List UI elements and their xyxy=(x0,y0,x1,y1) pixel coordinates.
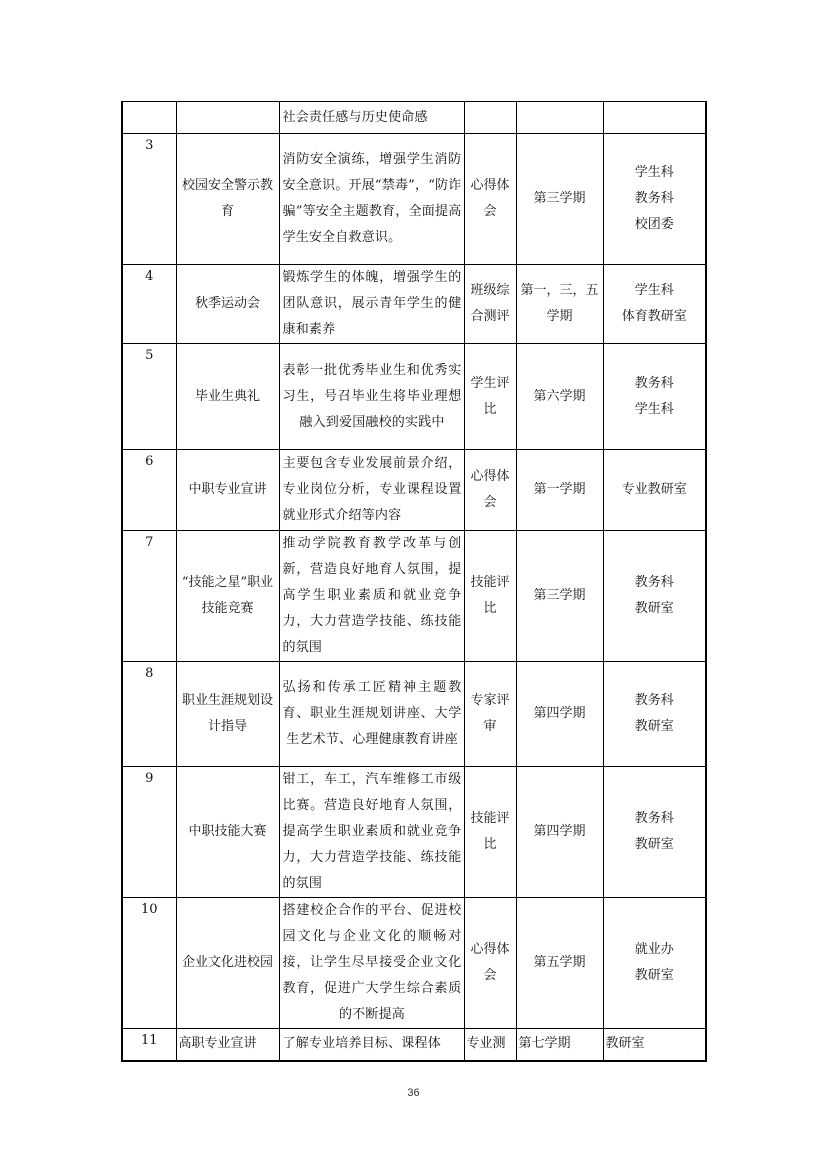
evaluation-method: 心得体会 xyxy=(464,450,516,531)
term: 第一学期 xyxy=(516,450,603,531)
activity-content: 弘扬和传承工匠精神主题教育、职业生涯规划讲座、大学生艺术节、心理健康教育讲座 xyxy=(279,662,464,767)
row-number xyxy=(122,102,176,134)
evaluation-method: 心得体会 xyxy=(464,898,516,1029)
activity-content: 了解专业培养目标、课程体 xyxy=(279,1029,464,1061)
activity-name: 中职技能大赛 xyxy=(176,767,279,898)
department-name: 教研室 xyxy=(634,837,674,852)
department xyxy=(603,265,706,344)
department xyxy=(603,344,706,450)
activity-name: 秋季运动会 xyxy=(176,265,279,344)
activity-name: 企业文化进校园 xyxy=(176,898,279,1029)
row-number: 3 xyxy=(122,134,176,265)
term: 第四学期 xyxy=(516,662,603,767)
term: 第五学期 xyxy=(516,898,603,1029)
activity-name xyxy=(176,102,279,134)
table-row xyxy=(122,450,706,531)
table-row xyxy=(122,265,706,344)
term: 第三学期 xyxy=(516,134,603,265)
department xyxy=(603,102,706,134)
row-number: 11 xyxy=(122,1029,176,1061)
department-name: 教务科 xyxy=(634,811,674,826)
department xyxy=(603,531,706,662)
activity-name: 毕业生典礼 xyxy=(176,344,279,450)
evaluation-method: 技能评比 xyxy=(464,767,516,898)
row-number: 5 xyxy=(122,344,176,450)
evaluation-method: 专家评审 xyxy=(464,662,516,767)
activity-content: 表彰一批优秀毕业生和优秀实习生，号召毕业生将毕业理想融入到爱国融校的实践中 xyxy=(279,344,464,450)
activity-name: 高职专业宣讲 xyxy=(176,1029,279,1061)
row-number: 8 xyxy=(122,662,176,767)
activity-name: “技能之星”职业技能竞赛 xyxy=(176,531,279,662)
activity-content: 钳工，车工，汽车维修工市级比赛。营造良好地育人氛围，提高学生职业素质和就业竞争力，大力营造学技能、练技能的氛围 xyxy=(279,767,464,898)
term: 第四学期 xyxy=(516,767,603,898)
department-name: 学生科 xyxy=(634,401,674,417)
department-name: 教研室 xyxy=(605,1036,645,1052)
evaluation-method: 班级综合测评 xyxy=(464,265,516,344)
department-name: 教务科 xyxy=(634,693,674,708)
evaluation-method: 技能评比 xyxy=(464,531,516,662)
term: 第三学期 xyxy=(516,531,603,662)
activity-name: 职业生涯规划设计指导 xyxy=(176,662,279,767)
department xyxy=(603,898,706,1029)
term: 第一，三，五学期 xyxy=(516,265,603,344)
department-name: 教务科 xyxy=(634,375,674,391)
activity-name: 中职专业宣讲 xyxy=(176,450,279,531)
activity-content: 搭建校企合作的平台、促进校园文化与企业文化的顺畅对接，让学生尽早接受企业文化教育，促进广大学生综合素质的不断提高 xyxy=(279,898,464,1029)
department xyxy=(603,767,706,898)
evaluation-method: 专业测 xyxy=(464,1029,516,1061)
table-row xyxy=(122,531,706,662)
table-row xyxy=(122,1029,706,1061)
department-name: 教务科 xyxy=(634,191,674,206)
page-number: 36 xyxy=(407,1087,420,1099)
department-name: 教研室 xyxy=(634,968,674,983)
table-row xyxy=(122,344,706,450)
evaluation-method: 学生评比 xyxy=(464,344,516,450)
activity-content: 推动学院教育教学改革与创新，营造良好地育人氛围，提高学生职业素质和就业竞争力，大力营造学技能、练技能的氛围 xyxy=(279,531,464,662)
department xyxy=(603,450,706,531)
evaluation-method xyxy=(464,102,516,134)
row-number: 7 xyxy=(122,531,176,662)
table-row xyxy=(122,102,706,134)
department-name: 教研室 xyxy=(634,719,674,734)
department xyxy=(603,134,706,265)
evaluation-method: 心得体会 xyxy=(464,134,516,265)
activity-content: 主要包含专业发展前景介绍，专业岗位分析，专业课程设置就业形式介绍等内容 xyxy=(279,450,464,531)
department-name: 学生科 xyxy=(634,165,674,180)
activity-name: 校园安全警示教育 xyxy=(176,134,279,265)
row-number: 6 xyxy=(122,450,176,531)
term: 第六学期 xyxy=(516,344,603,450)
department-name: 学生科 xyxy=(634,283,674,298)
row-number: 4 xyxy=(122,265,176,344)
activity-content: 消防安全演练，增强学生消防安全意识。开展“禁毒”，“防诈骗”等安全主题教育，全面提高学生安全自救意识。 xyxy=(279,134,464,265)
activity-content: 社会责任感与历史使命感 xyxy=(279,102,464,134)
department-name: 校团委 xyxy=(634,217,674,232)
row-number: 9 xyxy=(122,767,176,898)
department-name: 教务科 xyxy=(634,575,674,590)
term: 第七学期 xyxy=(516,1029,603,1061)
term xyxy=(516,102,603,134)
table-row xyxy=(122,767,706,898)
table-row xyxy=(122,662,706,767)
activity-table xyxy=(121,101,707,1062)
department xyxy=(603,1029,706,1061)
table-row xyxy=(122,898,706,1029)
row-number: 10 xyxy=(122,898,176,1029)
department-name: 就业办 xyxy=(634,942,674,957)
activity-content: 锻炼学生的体魄，增强学生的团队意识，展示青年学生的健康和素养 xyxy=(279,265,464,344)
table-row xyxy=(122,134,706,265)
department-name: 专业教研室 xyxy=(621,482,687,497)
department-name: 体育教研室 xyxy=(621,309,687,324)
department-name: 教研室 xyxy=(634,601,674,616)
department xyxy=(603,662,706,767)
